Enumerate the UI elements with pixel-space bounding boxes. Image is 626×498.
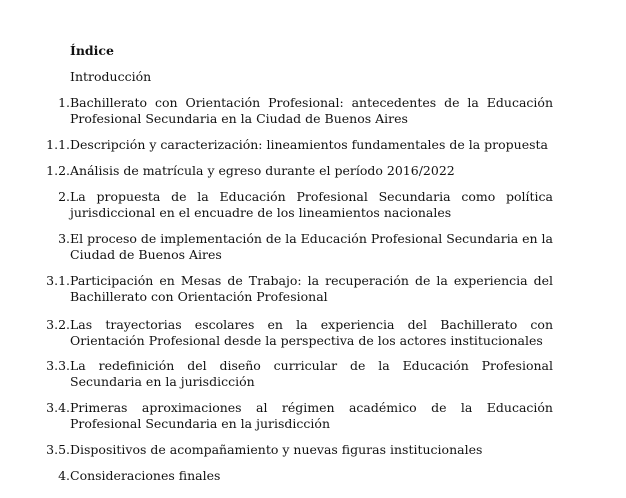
toc-entry xyxy=(0,189,626,221)
toc-entry xyxy=(0,137,626,153)
toc-entry-text: Bachillerato con Orientación Profesional: antecedentes de la Educación Profesional Secundaria en la Ciudad de Buenos Aires xyxy=(70,95,553,126)
toc-entry-text: Descripción y caracterización: lineamientos fundamentales de la propuesta xyxy=(70,137,548,152)
toc-entry-number: 3.2. xyxy=(46,317,70,332)
toc-entry xyxy=(0,468,626,484)
toc-entry-text: Consideraciones finales xyxy=(70,468,221,483)
toc-entry-number: 1. xyxy=(58,95,70,110)
toc-entry-number: 3.1. xyxy=(46,273,70,288)
toc-entry-text: Dispositivos de acompañamiento y nuevas figuras institucionales xyxy=(70,442,483,457)
index-title: Índice xyxy=(70,43,114,58)
toc-entry-text: El proceso de implementación de la Educación Profesional Secundaria en la Ciudad de Buenos Aires xyxy=(70,231,553,262)
toc-entry xyxy=(0,358,626,390)
toc-entry-text: La propuesta de la Educación Profesional Secundaria como política jurisdiccional en el encuadre de los lineamientos nacionales xyxy=(70,189,553,220)
toc-entry-text: Las trayectorias escolares en la experiencia del Bachillerato con Orientación Profesional desde la perspectiva de los actores institucionales xyxy=(70,317,553,348)
toc-entry-number: 4. xyxy=(58,468,70,483)
toc-entry-number: 3.5. xyxy=(46,442,70,457)
toc-entry xyxy=(0,273,626,305)
toc-entry-number: 1.2. xyxy=(46,163,70,178)
toc-entry xyxy=(0,163,626,179)
toc-entry xyxy=(0,231,626,263)
toc-entry-text: Primeras aproximaciones al régimen académico de la Educación Profesional Secundaria en la jurisdicción xyxy=(70,400,553,431)
toc-entry xyxy=(0,442,626,458)
toc-entry-number: 2. xyxy=(58,189,70,204)
toc-entry xyxy=(0,317,626,349)
toc-entry xyxy=(0,95,626,127)
toc-entry-text: Participación en Mesas de Trabajo: la recuperación de la experiencia del Bachillerato con Orientación Profesional xyxy=(70,273,553,304)
toc-entry-text: La redefinición del diseño curricular de la Educación Profesional Secundaria en la jurisdicción xyxy=(70,358,553,389)
index-intro: Introducción xyxy=(70,69,152,84)
toc-entry xyxy=(0,400,626,432)
toc-entry-number: 1.1. xyxy=(46,137,70,152)
toc-entry-number: 3. xyxy=(58,231,70,246)
toc-entry-number: 3.4. xyxy=(46,400,70,415)
toc-entry-number: 3.3. xyxy=(46,358,70,373)
toc-entry-text: Análisis de matrícula y egreso durante el período 2016/2022 xyxy=(70,163,455,178)
